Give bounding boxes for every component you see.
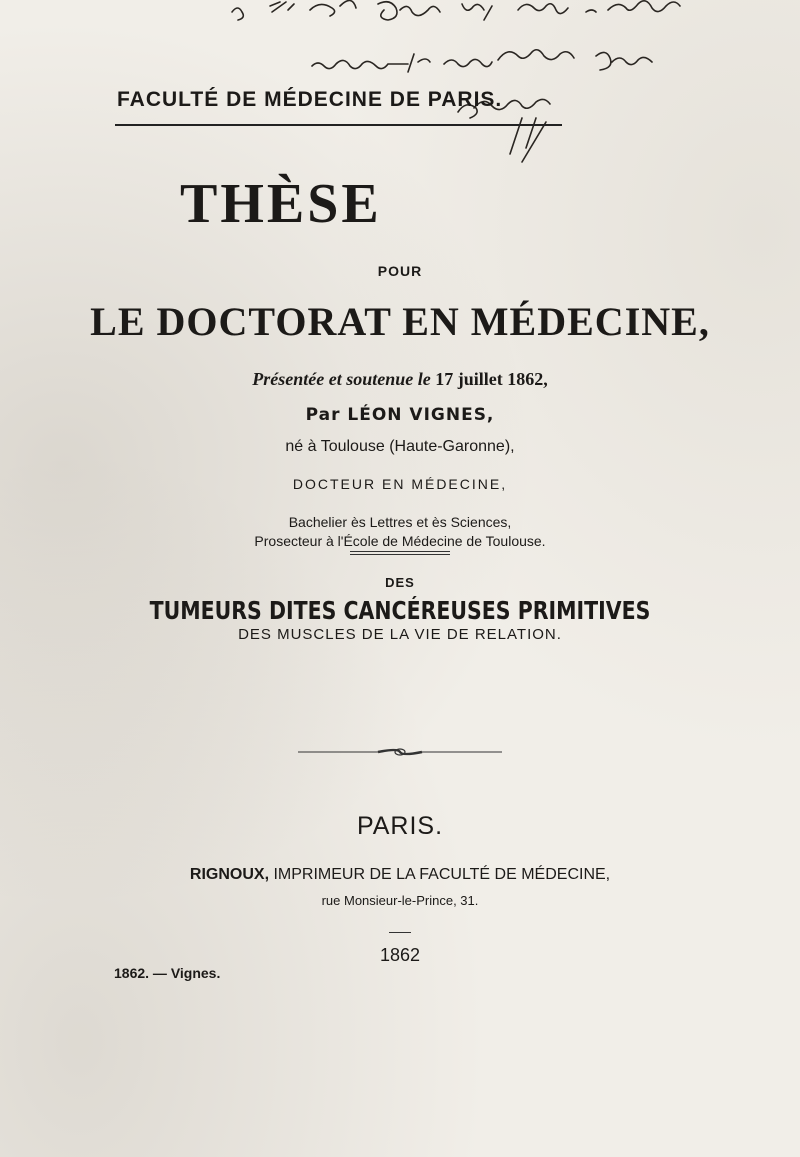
imprint-city: PARIS.: [356, 812, 444, 840]
defense-line: [0, 369, 800, 390]
qualification-line: Prosecteur à l'École de Médecine de Toulouse.: [254, 532, 546, 549]
defense-date: 17 juillet 1862,: [435, 369, 548, 389]
handwritten-dedication: [200, 0, 800, 170]
subject-title: TUMEURS DITES CANCÉREUSES PRIMITIVES: [149, 596, 651, 625]
author-birthplace: né à Toulouse (Haute-Garonne),: [285, 438, 515, 455]
defense-prefix: Présentée et soutenue le: [252, 369, 436, 389]
degree-title: LE DOCTORAT EN MÉDECINE,: [90, 299, 710, 344]
printer-role: IMPRIMEUR DE LA FACULTÉ DE MÉDECINE,: [269, 866, 611, 883]
subject-subtitle: DES MUSCLES DE LA VIE DE RELATION.: [238, 626, 562, 643]
shelfmark: 1862. — Vignes.: [114, 965, 221, 981]
header-rule: [115, 124, 562, 126]
separator-rule: [350, 551, 450, 552]
author-degree: DOCTEUR EN MÉDECINE,: [292, 476, 508, 492]
imprint-printer: [0, 866, 800, 884]
author-qualifications: [0, 513, 800, 551]
separator-rule: [350, 554, 450, 555]
author-name: Par LÉON VIGNES,: [305, 405, 495, 425]
thesis-title: THÈSE: [180, 173, 382, 235]
short-dash: [389, 932, 411, 933]
printer-name: RIGNOUX,: [189, 866, 270, 883]
subject-des: DES: [385, 575, 415, 590]
faculty-heading: FACULTÉ DE MÉDECINE DE PARIS.: [117, 88, 503, 111]
imprint-year: 1862: [379, 945, 421, 965]
ornamental-rule: [298, 746, 502, 758]
qualification-line: Bachelier ès Lettres et ès Sciences,: [288, 514, 512, 530]
imprint-address: rue Monsieur-le-Prince, 31.: [321, 893, 479, 908]
pour-label: POUR: [377, 263, 423, 279]
